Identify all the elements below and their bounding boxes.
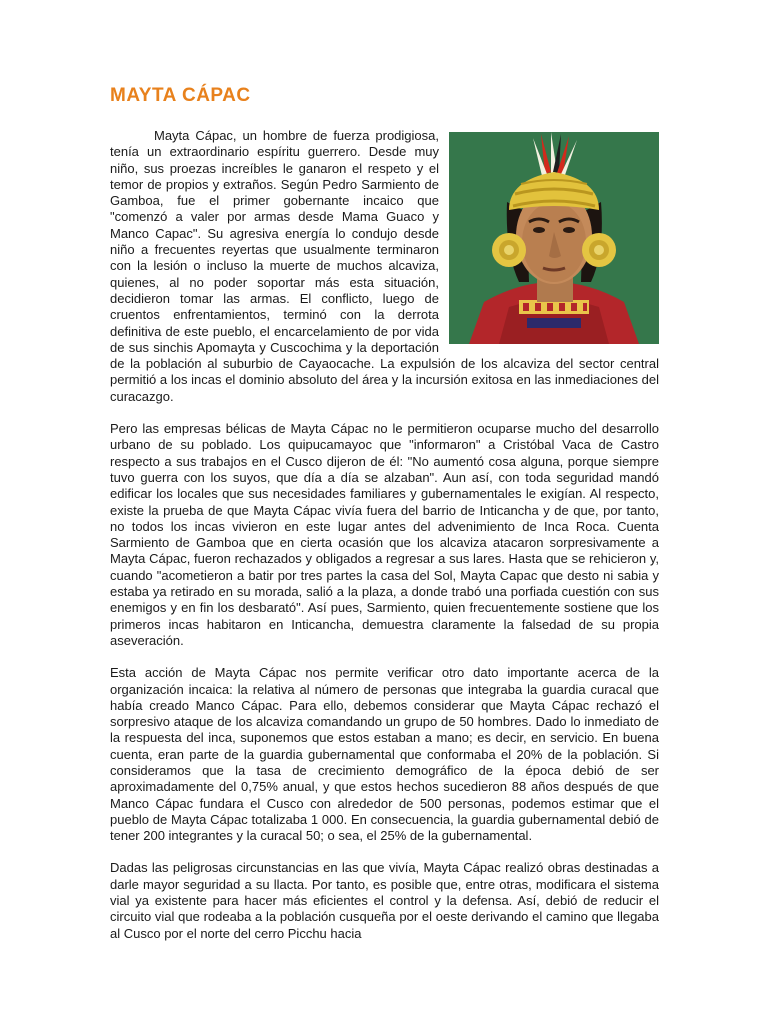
paragraph-1: Mayta Cápac, un hombre de fuerza prodigiosa, tenía un extraordinario espíritu guerrero. Desde muy niño, sus proezas increíbles le ganaron el respeto y el temor de propios y extraños. Según Pedro Sarmiento de Gamboa, fue el primer gobernante incaico que "comenzó a valer por armas desde Mama Guaco y Manco Capac". Su agresiva energía lo condujo desde niño a frecuentes reyertas que usualmente terminaron con la lesión o incluso la muerte de muchos alcaviza, quienes, al no poder soportar más esta situación, decidieron tomar las armas. El conflicto, luego de cruentos enfrentamientos, terminó con la derrota definitiva de este pueblo, el encarcelamiento de por vida de sus sinchis Apomayta y Cuscochima y la deportación de la población al suburbio de Cayaocache. La expulsión de los alcaviza del sector central permitió a los incas el dominio absoluto del área y la incursión exitosa en las inmediaciones del curacazgo.: [110, 128, 659, 404]
paragraph-3: Esta acción de Mayta Cápac nos permite verificar otro dato importante acerca de la organización incaica: la relativa al número de personas que integraba la guardia curacal que había creado Manco Cápac. Para ello, debemos considerar que Mayta Cápac rechazó el sorpresivo ataque de los alcaviza comandando un grupo de 50 hombres. Dado lo inmediato de la respuesta del inca, suponemos que estos estaban a mano; es decir, en servicio. En buena cuenta, eran parte de la guardia gubernamental que conformaba el 20% de la población. Si consideramos que la tasa de crecimiento demográfico de la época debió de ser aproximadamente del 0,75% anual, y que estos hechos sucedieron 88 años después de que Manco Cápac fundara el Cusco con alrededor de 500 personas, podemos estimar que el pueblo de Mayta Cápac totalizaba 1 000. En consecuencia, la guardia gubernamental debió de tener 200 integrantes y la curacal 50; o sea, el 25% de la gubernamental.: [110, 665, 659, 844]
paragraph-4: Dadas las peligrosas circunstancias en las que vivía, Mayta Cápac realizó obras destinadas a darle mayor seguridad a su llacta. Por tanto, es posible que, entre otras, modificara el sistema vial ya existente para hacer más eficientes el control y la defensa. Así, debió de reducir el circuito vial que rodeaba a la población cusqueña por el oeste derivando el camino que llegaba al Cusco por el norte del cerro Picchu hacia: [110, 860, 659, 941]
paragraph-2: Pero las empresas bélicas de Mayta Cápac no le permitieron ocuparse mucho del desarrollo urbano de su poblado. Los quipucamayoc que "informaron" a Cristóbal Vaca de Castro respecto a sus trabajos en el Cusco dijeron de él: "No aumentó cosa alguna, porque siempre tuvo guerra con los suyos, que día a día se alzaban". Aun así, con toda seguridad mandó edificar los locales que sus necesidades familiares y gubernamentales le exigían. Al respecto, existe la prueba de que Mayta Cápac vivía fuera del barrio de Inticancha y de que, por tanto, no todos los incas vivieron en este lugar antes del advenimiento de Inca Roca. Cuenta Sarmiento de Gamboa que en cierta ocasión que los alcaviza atacaron sorpresivamente a Mayta Cápac, fueron rechazados y obligados a regresar a sus lares. Hasta que se rehicieron y, cuando "acometieron a batir por tres partes la casa del Sol, Mayta Capac que desto ni sabia y estaba ya retirado en su morada, salió a la plaza, a donde trabó una porfiada cuestión con sus enemigos y en fin los desbarató". Así pues, Sarmiento, quien frecuentemente sostiene que los primeros incas habitaron en Inticancha, demuestra claramente la falsedad de su propia aseveración.: [110, 421, 659, 648]
document-title: MAYTA CÁPAC: [110, 85, 251, 106]
mayta-capac-portrait: [449, 132, 659, 344]
document-page: [110, 84, 659, 958]
